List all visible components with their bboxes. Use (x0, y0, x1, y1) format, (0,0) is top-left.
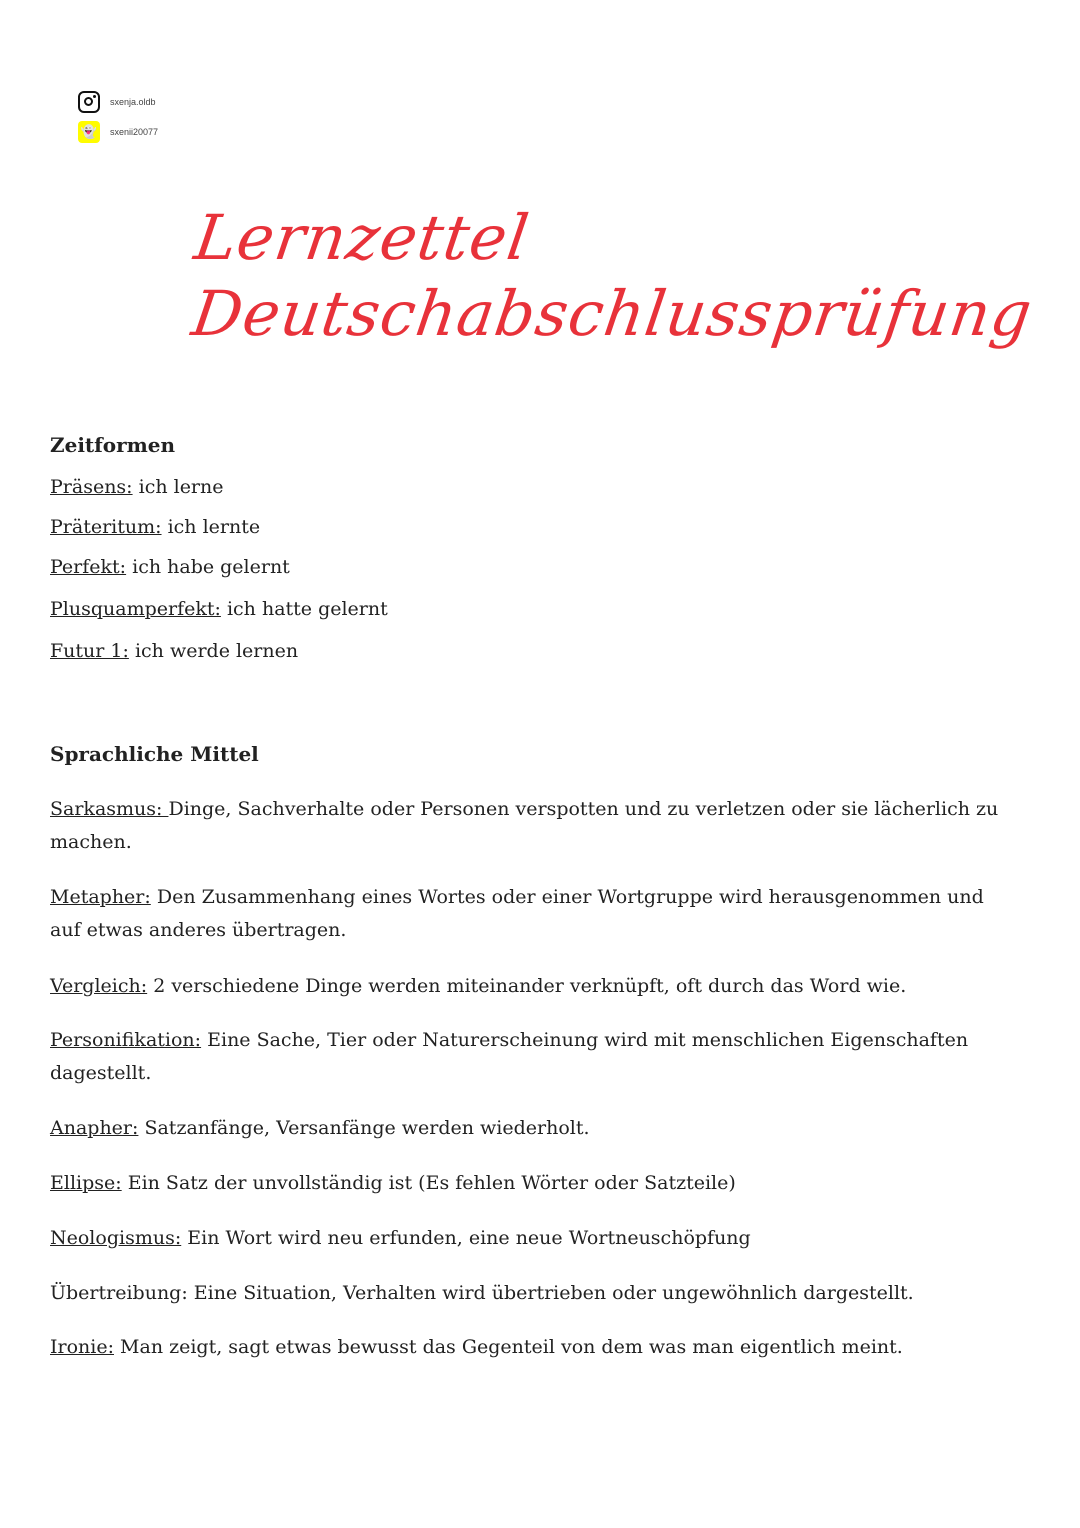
term-label: Futur 1: (50, 640, 129, 662)
term-label: Plusquamperfekt: (50, 598, 221, 620)
instagram-username: sxenja.oldb (110, 97, 156, 107)
term-definition: ich lernte (161, 516, 261, 538)
mittel-item (50, 1277, 1020, 1310)
term-definition: Man zeigt, sagt etwas bewusst das Gegenteil von dem was man eigentlich meint. (114, 1336, 903, 1358)
zeitform-item (50, 511, 1020, 544)
term-label: Ellipse: (50, 1172, 122, 1194)
term-label: Metapher: (50, 886, 151, 908)
mittel-item (50, 1331, 1020, 1364)
mittel-item (50, 1222, 1020, 1255)
zeitform-item (50, 593, 1020, 626)
term-definition: ich hatte gelernt (220, 598, 388, 620)
mittel-item (50, 793, 1020, 859)
term-definition: Übertreibung: Eine Situation, Verhalten wird übertrieben oder ungewöhnlich dargestellt. (50, 1282, 914, 1304)
mittel-item (50, 881, 1020, 947)
snapchat-icon: 👻 (78, 121, 100, 143)
term-definition: Den Zusammenhang eines Wortes oder einer Wortgruppe wird herausgenommen und auf etwas anderes übertragen. (50, 886, 984, 941)
heading-sprachliche-mittel: Sprachliche Mittel (50, 742, 259, 766)
term-definition: ich habe gelernt (126, 556, 290, 578)
term-definition: ich lerne (132, 476, 224, 498)
term-definition: 2 verschiedene Dinge werden miteinander verknüpft, oft durch das Word wie. (147, 975, 907, 997)
term-label: Ironie: (50, 1336, 114, 1358)
mittel-item (50, 1024, 1020, 1090)
term-label: Präsens: (50, 476, 133, 498)
term-label: Anapher: (50, 1117, 139, 1139)
term-definition: Eine Sache, Tier oder Naturerscheinung wird mit menschlichen Eigenschaften dagestellt. (50, 1029, 969, 1084)
term-label: Präteritum: (50, 516, 162, 538)
snapchat-username: sxenii20077 (110, 127, 159, 137)
mittel-item (50, 1167, 1020, 1200)
term-definition: Dinge, Sachverhalte oder Personen verspotten und zu verletzen oder sie lächerlich zu machen. (50, 798, 999, 853)
term-label: Personifikation: (50, 1029, 202, 1051)
mittel-item (50, 1112, 1020, 1145)
page-title (179, 200, 1047, 352)
zeitform-item (50, 635, 1020, 668)
term-definition: Satzanfänge, Versanfänge werden wiederholt. (138, 1117, 590, 1139)
snapchat-handle (78, 121, 158, 143)
instagram-handle (78, 91, 156, 113)
term-label: Vergleich: (50, 975, 148, 997)
mittel-item (50, 970, 1020, 1003)
term-definition: Ein Satz der unvollständig ist (Es fehlen Wörter oder Satzteile) (121, 1172, 736, 1194)
heading-zeitformen: Zeitformen (50, 433, 176, 457)
zeitform-item (50, 551, 1020, 584)
title-line-1: Lernzettel (190, 201, 534, 274)
term-label: Neologismus: (50, 1227, 182, 1249)
instagram-icon (78, 91, 100, 113)
term-definition: Ein Wort wird neu erfunden, eine neue Wortneuschöpfung (181, 1227, 751, 1249)
term-label: Perfekt: (50, 556, 127, 578)
title-line-2: Deutschabschlussprüfung (187, 277, 1037, 350)
zeitform-item (50, 471, 1020, 504)
term-label: Sarkasmus: (50, 798, 169, 820)
term-definition: ich werde lernen (128, 640, 299, 662)
